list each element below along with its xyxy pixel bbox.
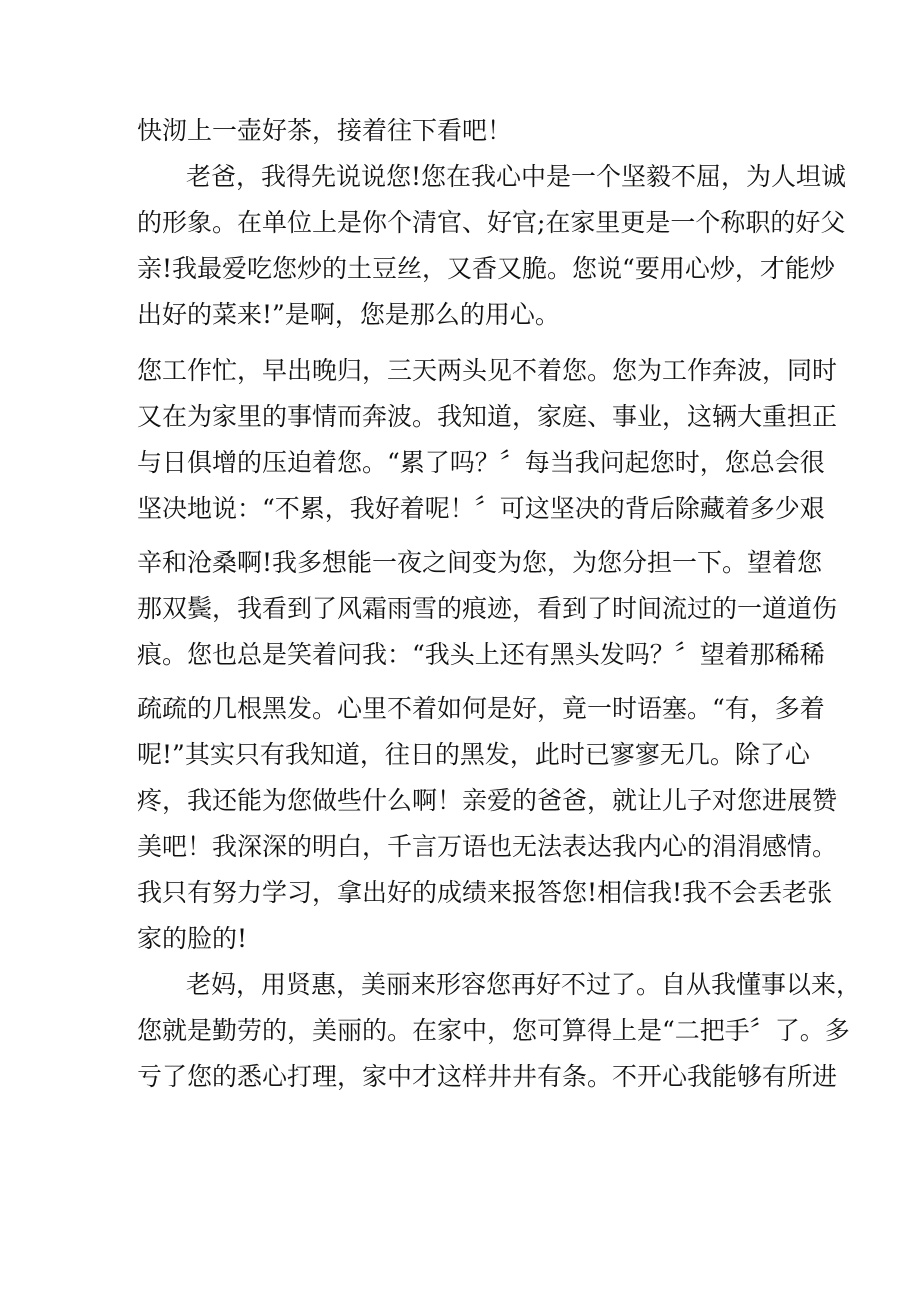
text-line: 疼，我还能为您做些什么啊！亲爱的爸爸，就让儿子对您进展赞 [137,786,838,815]
text-line: 那双鬓，我看到了风霜雨雪的痕迹，看到了时间流过的一道道伤 [137,594,838,623]
text-line: 疏疏的几根黑发。心里不着如何是好，竟一时语塞。“有，多着 [137,694,825,723]
text-line: 老爸，我得先说说您!您在我心中是一个坚毅不屈，为人坦诚 [186,162,847,191]
text-line: 又在为家里的事情而奔波。我知道，家庭、事业，这辆大重担正 [137,402,838,431]
text-line: 家的脸的! [137,924,248,953]
text-line: 快沏上一壶好茶，接着往下看吧！ [137,116,513,145]
text-line: 辛和沧桑啊!我多想能一夜之间变为您，为您分担一下。望着您 [137,548,823,577]
text-line: 我只有努力学习，拿出好的成绩来报答您!相信我!我不会丢老张 [137,878,833,907]
text-line: 老妈，用贤惠，美丽来形容您再好不过了。自从我懂事以来， [186,970,862,999]
text-line: 的形象。在单位上是你个清官、好官;在家里更是一个称职的好父 [137,208,846,237]
text-line: 您就是勤劳的，美丽的。在家中，您可算得上是“二把手〞了。多 [137,1016,850,1045]
text-line: 痕。您也总是笑着问我：“我头上还有黑头发吗？〞望着那稀稀 [137,640,825,669]
text-line: 坚决地说：“不累，我好着呢！〞可这坚决的背后除藏着多少艰 [137,494,825,523]
text-line: 与日俱增的压迫着您。“累了吗？〞每当我问起您时，您总会很 [137,448,825,477]
text-line: 亏了您的悉心打理，家中才这样井井有条。不开心我能够有所进 [137,1062,838,1091]
text-line: 出好的菜来!”是啊，您是那么的用心。 [137,300,560,329]
text-line: 您工作忙，早出晚归，三天两头见不着您。您为工作奔波，同时 [137,356,838,385]
text-line: 美吧！我深深的明白，千言万语也无法表达我内心的涓涓感情。 [137,832,838,861]
text-line: 呢!”其实只有我知道，往日的黑发，此时已寥寥无几。除了心 [137,740,810,769]
text-line: 亲!我最爱吃您炒的土豆丝，又香又脆。您说“要用心炒，才能炒 [137,254,835,283]
